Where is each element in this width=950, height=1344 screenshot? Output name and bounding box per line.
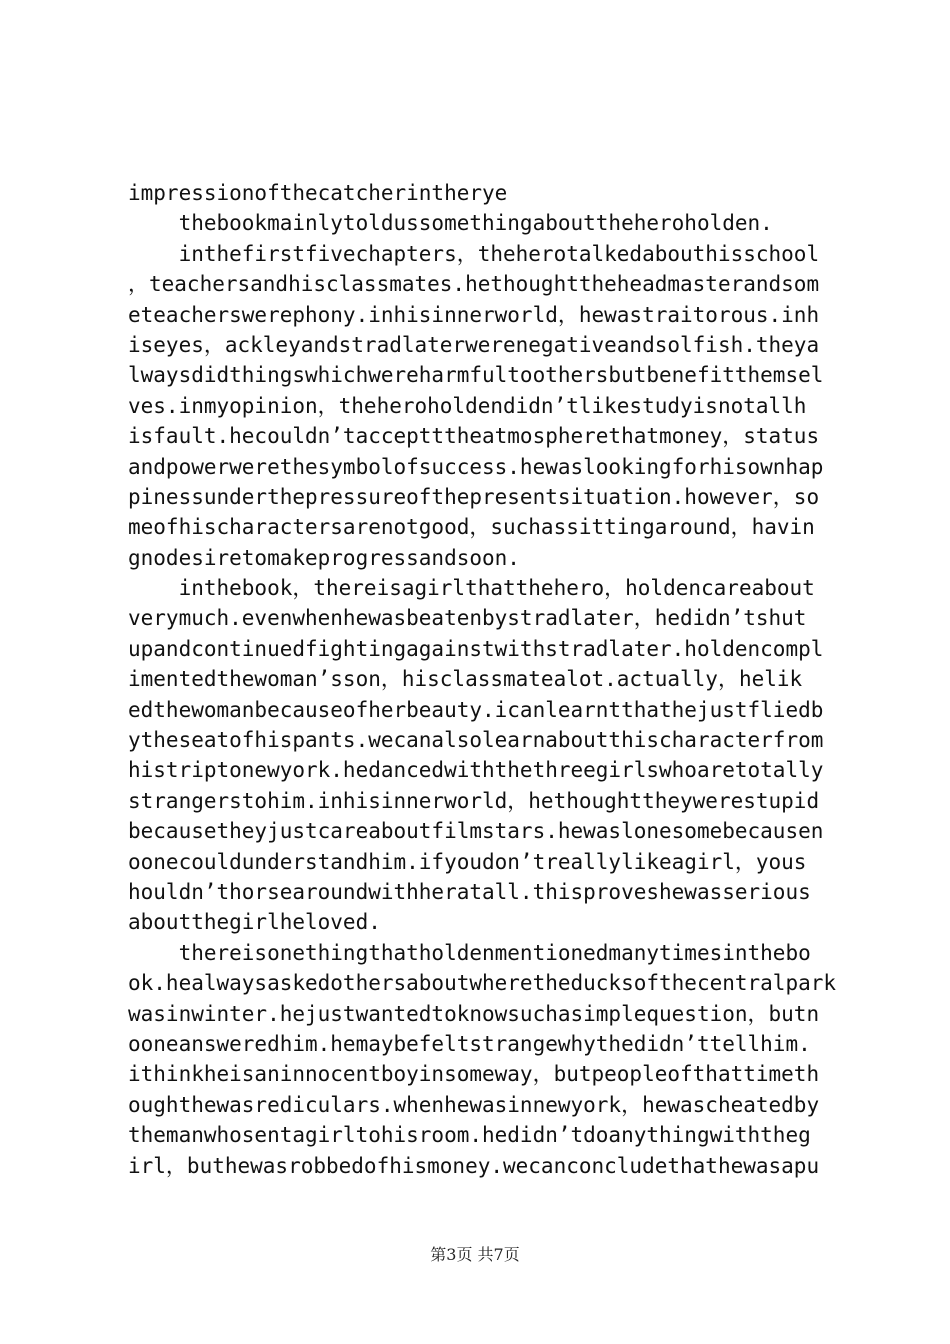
- text-line: impressionofthecatcherintherye: [128, 181, 508, 205]
- text-line: themanwhosentagirltohisroom.hedidn’tdoanythingwiththeg: [128, 1123, 811, 1148]
- text-line: lwaysdidthingswhichwereharmfultoothersbutbenefitthemsel: [128, 363, 824, 388]
- text-line: ytheseatofhispants.wecanalsolearnaboutthischaracterfrom: [128, 728, 824, 753]
- text-line: ithinkheisaninnocentboyinsomeway，butpeopleofthattimeth: [128, 1062, 820, 1087]
- text-line: inthebook，thereisagirlthatthehero，holdencareabout: [128, 576, 815, 601]
- text-line: gnodesiretomakeprogressandsoon.: [128, 545, 520, 570]
- text-line: verymuch.evenwhenhewasbeatenbystradlater，hedidn’tshut: [128, 606, 807, 631]
- text-line: thereisonethingthatholdenmentionedmanytimesinthebo: [128, 940, 811, 965]
- text-line: imentedthewoman’sson，hisclassmatealot.actually，helik: [128, 667, 803, 692]
- text-line: oughthewasrediculars.whenhewasinnewyork，hewascheatedby: [128, 1092, 820, 1117]
- text-line: andpowerwerethesymbolofsuccess.hewaslookingforhisownhap: [128, 454, 824, 479]
- text-line: ves.inmyopinion，theheroholdendidn’tlikestudyisnotallh: [128, 393, 807, 418]
- text-line: thebookmainlytoldussomethingabouttheheroholden.: [128, 211, 773, 236]
- text-line: pinessunderthepressureofthepresentsituation.however，so: [128, 484, 820, 509]
- text-line: wasinwinter.hejustwantedtoknowsuchasimplequestion，butn: [128, 1001, 820, 1026]
- text-line: irl，buthewasrobbedofhismoney.wecanconcludethathewasapu: [128, 1153, 820, 1178]
- text-line: ok.healwaysaskedothersaboutwheretheducksofthecentralpark: [128, 971, 837, 996]
- body-text: [128, 178, 837, 1181]
- text-line: eteacherswerephony.inhisinnerworld，hewastraitorous.inh: [128, 302, 820, 327]
- text-line: meofhischaractersarenotgood，suchassittingaround，havin: [128, 515, 815, 540]
- text-line: iseyes，ackleyandstradlaterwerenegativeandsolfish.theya: [128, 332, 820, 357]
- text-line: edthewomanbecauseofherbeauty.icanlearntthathejustfliedb: [128, 697, 824, 722]
- text-line: becausetheyjustcareaboutfilmstars.hewaslonesomebecausen: [128, 819, 824, 844]
- text-line: strangerstohim.inhisinnerworld，hethoughttheywerestupid: [128, 788, 820, 813]
- page-number-footer: 第3页 共7页: [430, 1245, 520, 1264]
- text-line: ，teachersandhisclassmates.hethoughttheheadmasterandsom: [128, 272, 820, 297]
- text-line: houldn’thorsearoundwithheratall.thisproveshewasserious: [128, 879, 811, 904]
- text-line: oonecouldunderstandhim.ifyoudon’treallylikeagirl，yous: [128, 849, 807, 874]
- text-line: histriptonewyork.hedancedwiththethreegirlswhoaretotally: [128, 758, 824, 783]
- text-line: ooneansweredhim.hemaybefeltstrangewhythedidn’ttellhim.: [128, 1031, 811, 1056]
- text-line: upandcontinuedfightingagainstwithstradlater.holdencompl: [128, 636, 824, 661]
- text-line: inthefirstfivechapters，theherotalkedabouthisschool: [128, 241, 820, 266]
- text-line: aboutthegirlheloved.: [128, 910, 381, 935]
- text-line: isfault.hecouldn’tacceptttheatmospherethatmoney，status: [128, 424, 820, 449]
